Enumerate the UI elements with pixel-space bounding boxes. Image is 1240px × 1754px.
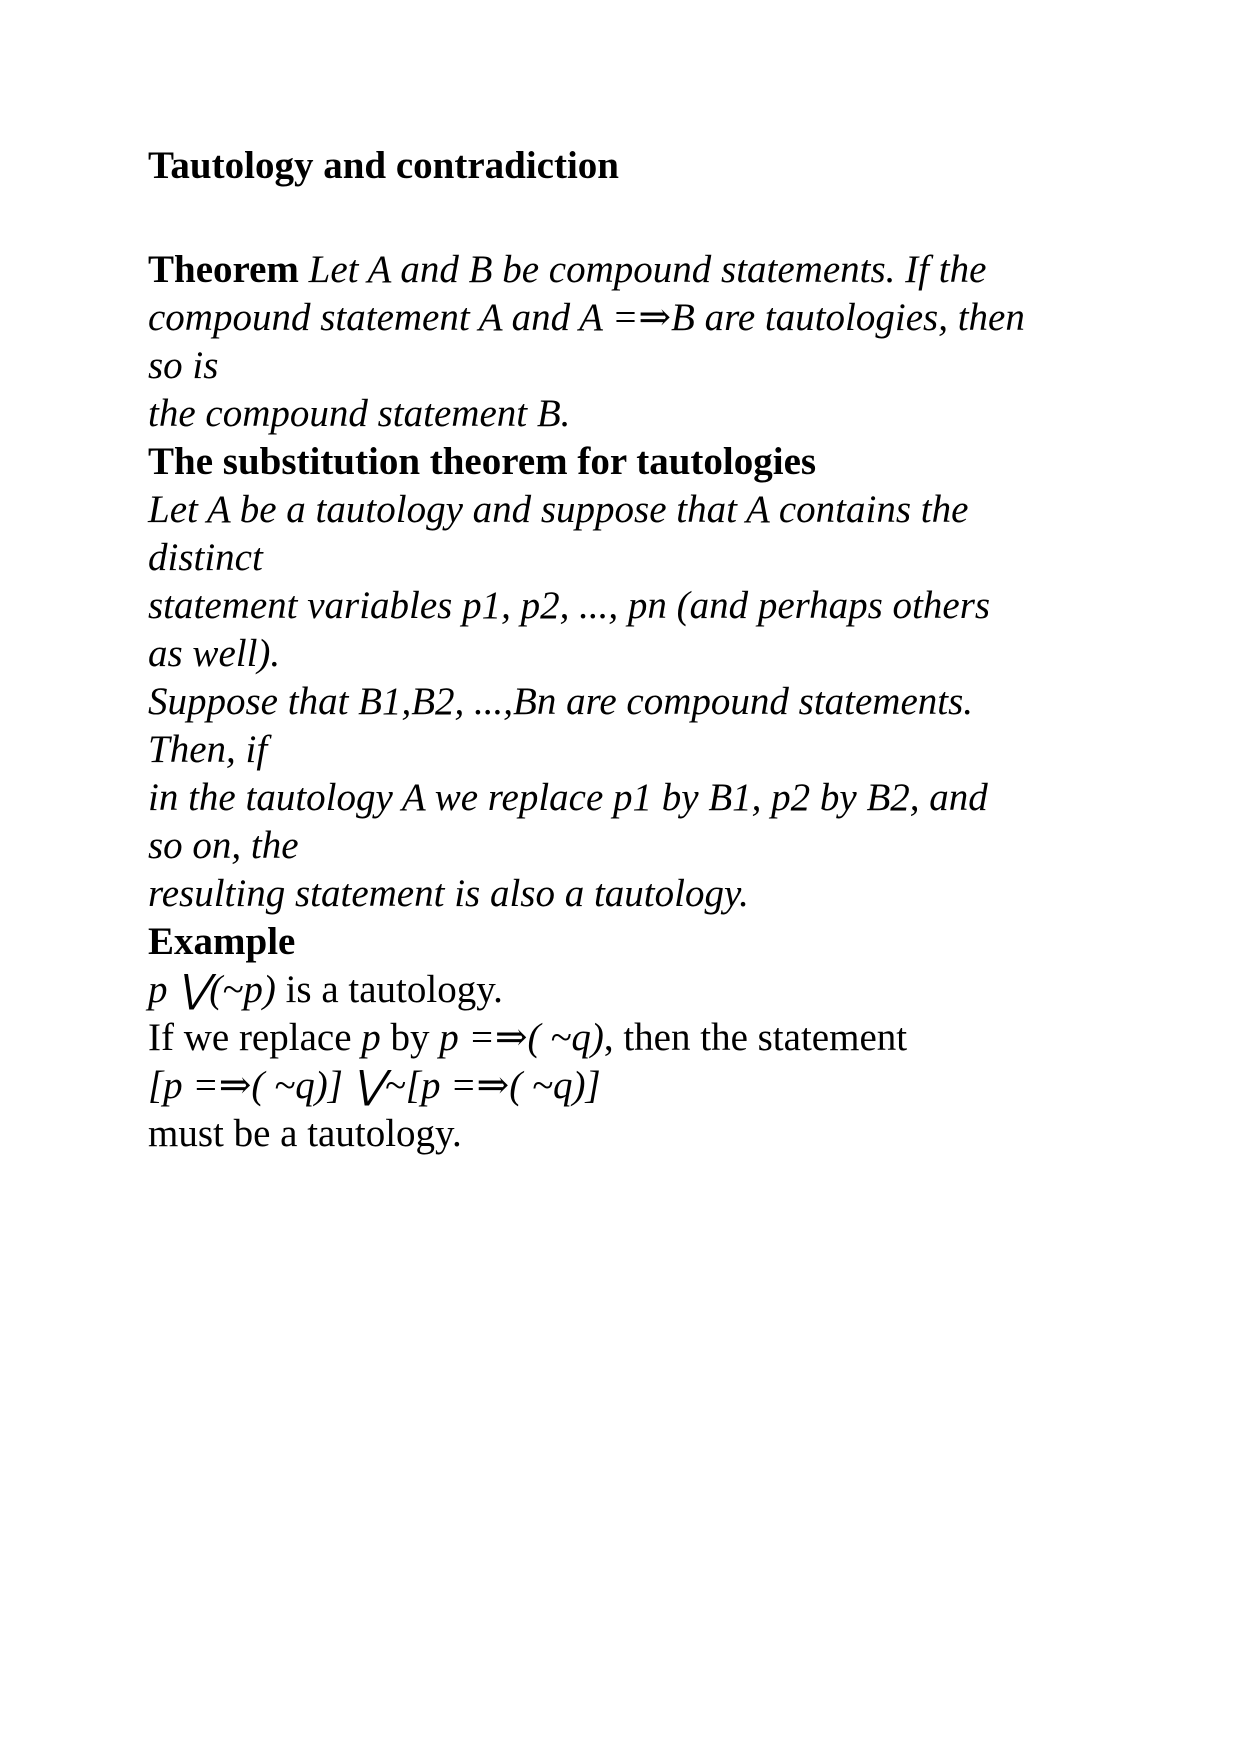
substitution-theorem-heading: The substitution theorem for tautologies: [148, 440, 817, 483]
example-line-1: [148, 966, 1108, 1014]
example-variable-p: p: [361, 1016, 381, 1059]
substitution-line-2: distinct: [148, 536, 263, 579]
substitution-line-1: Let A be a tautology and suppose that A contains the: [148, 488, 969, 531]
substitution-line-7: in the tautology A we replace p1 by B1, p2 by B2, and: [148, 776, 988, 819]
theorem-line-1: [148, 246, 1108, 294]
document-title: Tautology and contradiction: [148, 144, 619, 187]
substitution-line-4: as well).: [148, 632, 281, 675]
substitution-line-5: Suppose that B1,B2, ...,Bn are compound statements.: [148, 680, 974, 723]
substitution-line-8: so on, the: [148, 824, 299, 867]
example-line-4: must be a tautology.: [148, 1112, 462, 1155]
substitution-line-9: resulting statement is also a tautology.: [148, 872, 749, 915]
substitution-line-3: statement variables p1, p2, ..., pn (and perhaps others: [148, 584, 991, 627]
example-formula-2: p =⇒( ~q): [439, 1016, 604, 1059]
theorem-text-1: Let A and B be compound statements. If the: [308, 248, 987, 291]
theorem-line-3: so is: [148, 344, 219, 387]
substitution-line-6: Then, if: [148, 728, 268, 771]
example-text-2a: If we replace: [148, 1016, 362, 1059]
theorem-line-4: the compound statement B.: [148, 392, 571, 435]
theorem-label: Theorem: [148, 248, 299, 291]
document-body: [148, 246, 1108, 1158]
example-text-2b: by: [380, 1016, 440, 1059]
theorem-line-2: compound statement A and A =⇒B are tautologies, then: [148, 296, 1025, 339]
example-line-2: [148, 1014, 1108, 1062]
example-text-1: is a tautology.: [275, 968, 503, 1011]
example-heading: Example: [148, 920, 296, 963]
example-text-2c: , then the statement: [603, 1016, 908, 1059]
example-formula-1: p ⋁(~p): [148, 968, 276, 1011]
example-formula-3: [p =⇒( ~q)] ⋁~[p =⇒( ~q)]: [148, 1064, 601, 1107]
